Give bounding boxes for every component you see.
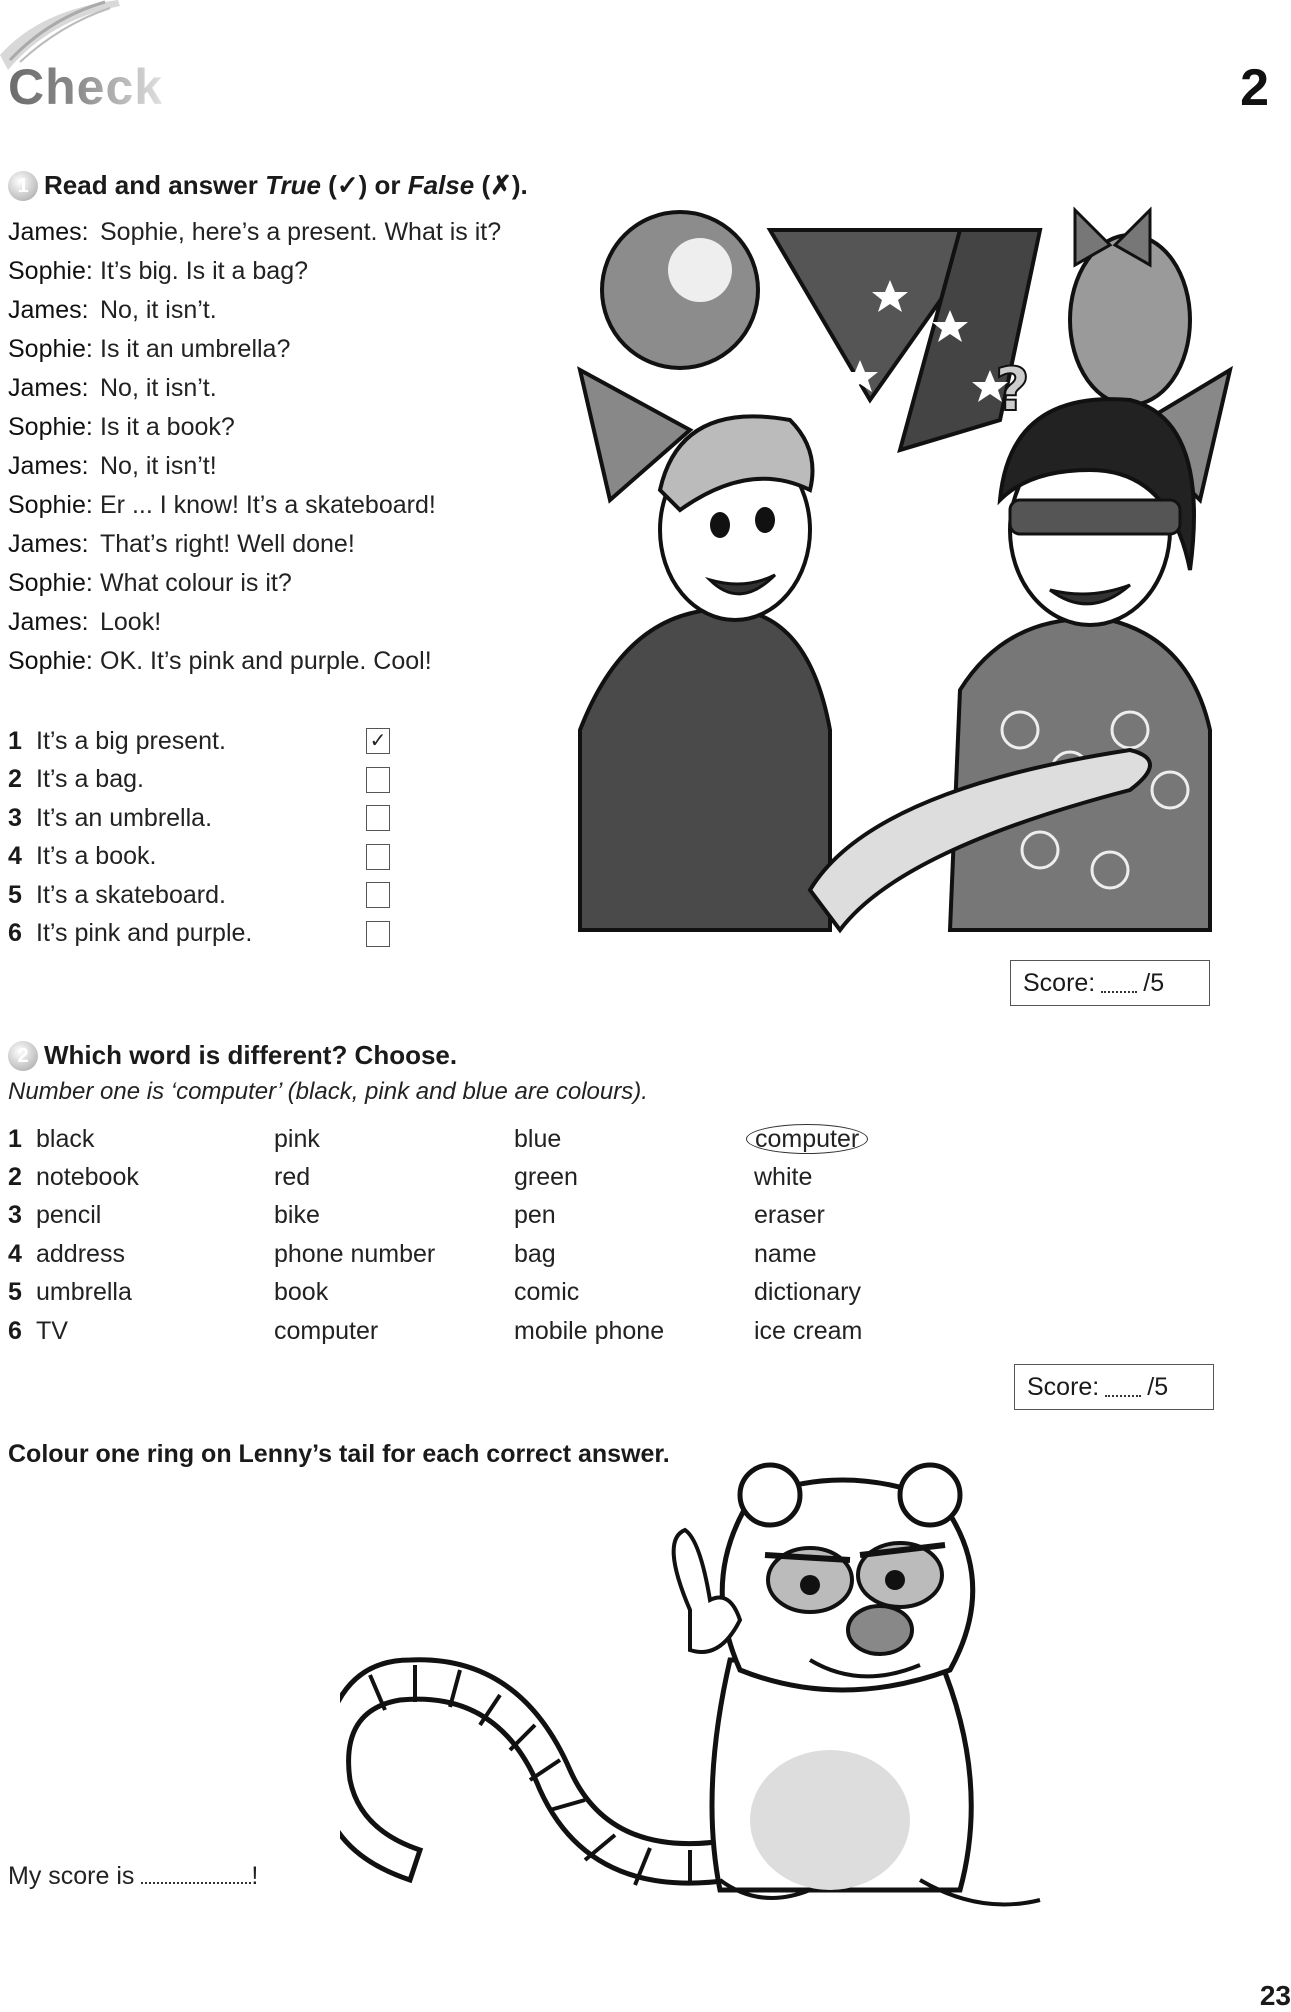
score-label: Score: [1027, 1372, 1100, 1401]
word-option[interactable]: comic [514, 1278, 580, 1307]
answer-checkbox[interactable] [366, 805, 390, 831]
word-row [8, 1197, 934, 1235]
word-option[interactable]: dictionary [754, 1278, 861, 1307]
my-score-label: My score is [8, 1862, 135, 1890]
statement-row [8, 915, 390, 954]
row-number: 1 [8, 1124, 22, 1153]
word-option[interactable]: pencil [36, 1201, 102, 1230]
statements-list [8, 722, 390, 953]
word-option[interactable]: TV [36, 1316, 68, 1345]
dialogue-text: Is it a book? [100, 413, 235, 441]
page-number: 23 [1259, 1980, 1291, 2011]
score-blank[interactable] [1105, 1377, 1141, 1397]
dialogue-line [8, 491, 501, 530]
word-option[interactable]: pen [514, 1201, 556, 1230]
statement-row [8, 722, 390, 761]
word-row [8, 1312, 934, 1350]
dialogue-text: Er ... I know! It’s a skateboard! [100, 491, 436, 519]
speaker: James: [8, 218, 89, 246]
statement-number: 4 [8, 842, 22, 871]
exercise-2-example: Number one is ‘computer’ (black, pink and blue are colours). [8, 1078, 648, 1105]
dialogue-line [8, 569, 501, 608]
word-option[interactable]: blue [514, 1124, 562, 1153]
word-option[interactable]: black [36, 1124, 95, 1153]
dialogue-text: Is it an umbrella? [100, 335, 291, 363]
exercise-2-instruction: Which word is different? Choose. [44, 1040, 458, 1070]
score-box-2 [1014, 1364, 1214, 1410]
statement-number: 5 [8, 880, 22, 909]
word-option[interactable]: mobile phone [514, 1316, 665, 1345]
word-row [8, 1235, 934, 1273]
dialogue-line [8, 296, 501, 335]
word-option[interactable]: white [754, 1163, 813, 1192]
dialogue-text: Sophie, here’s a present. What is it? [100, 218, 502, 246]
lenny-tail [340, 1660, 730, 1883]
score-total: /5 [1147, 1372, 1169, 1401]
dialogue-text: That’s right! Well done! [100, 530, 355, 558]
instruction-true-word: True [265, 170, 321, 200]
word-option[interactable]: notebook [36, 1163, 139, 1192]
answer-checkbox[interactable]: ✓ [366, 728, 390, 754]
word-option-circled[interactable]: computer [746, 1124, 868, 1154]
score-box-1 [1010, 960, 1210, 1006]
my-score-end: ! [251, 1862, 259, 1890]
dialogue-line [8, 218, 501, 257]
instruction-false-word: False [407, 170, 475, 200]
statement-number: 6 [8, 919, 22, 948]
word-option[interactable]: bag [514, 1239, 556, 1268]
word-option[interactable]: computer [274, 1316, 379, 1345]
speaker: James: [8, 452, 89, 480]
statement-text: It’s a book. [36, 842, 157, 871]
statement-text: It’s a skateboard. [36, 880, 226, 909]
word-row [8, 1274, 934, 1312]
score-total: /5 [1143, 968, 1165, 997]
instruction-part: (✗). [474, 170, 528, 200]
word-table [8, 1120, 934, 1350]
speaker: Sophie: [8, 647, 93, 675]
row-number: 6 [8, 1316, 22, 1345]
speaker: Sophie: [8, 257, 93, 285]
svg-text:?: ? [995, 355, 1030, 425]
word-option[interactable]: address [36, 1239, 125, 1268]
dialogue-line [8, 335, 501, 374]
dialogue-line [8, 608, 501, 647]
word-option[interactable]: bike [274, 1201, 320, 1230]
statement-text: It’s a big present. [36, 726, 226, 755]
speaker: Sophie: [8, 491, 93, 519]
answer-checkbox[interactable] [366, 844, 390, 870]
dialogue-text: No, it isn’t. [100, 374, 217, 402]
word-option[interactable]: red [274, 1163, 311, 1192]
dialogue [8, 218, 501, 686]
word-option[interactable]: phone number [274, 1239, 436, 1268]
statement-text: It’s an umbrella. [36, 803, 213, 832]
speaker: James: [8, 296, 89, 324]
statement-number: 1 [8, 726, 22, 755]
page-title: Check [8, 58, 178, 116]
word-row [8, 1158, 934, 1196]
dialogue-text: What colour is it? [100, 569, 292, 597]
speaker: Sophie: [8, 335, 93, 363]
speaker: Sophie: [8, 413, 93, 441]
word-option[interactable]: green [514, 1163, 578, 1192]
instruction-part: Read and answer [44, 170, 266, 200]
score-blank[interactable] [1101, 973, 1137, 993]
row-number: 5 [8, 1278, 22, 1307]
exercise-number-badge: 2 [8, 1041, 38, 1071]
statement-row [8, 876, 390, 915]
dialogue-text: Look! [100, 608, 162, 636]
word-row [8, 1120, 934, 1158]
word-option[interactable]: ice cream [754, 1316, 863, 1345]
answer-checkbox[interactable] [366, 767, 390, 793]
statement-row [8, 799, 390, 838]
exercise-number-badge: 1 [8, 171, 38, 201]
answer-checkbox[interactable] [366, 882, 390, 908]
dialogue-line [8, 413, 501, 452]
colour-instruction: Colour one ring on Lenny’s tail for each correct answer. [8, 1440, 670, 1468]
word-option[interactable]: umbrella [36, 1278, 132, 1307]
speaker: James: [8, 530, 89, 558]
answer-checkbox[interactable] [366, 921, 390, 947]
dialogue-line [8, 530, 501, 569]
statement-text: It’s a bag. [36, 765, 144, 794]
party-illustration [570, 170, 1240, 940]
dialogue-text: It’s big. Is it a bag? [100, 257, 308, 285]
row-number: 2 [8, 1163, 22, 1192]
speaker: James: [8, 374, 89, 402]
exercise-2-heading [8, 1040, 457, 1071]
row-number: 4 [8, 1239, 22, 1268]
statement-number: 3 [8, 803, 22, 832]
dialogue-text: No, it isn’t! [100, 452, 217, 480]
word-option[interactable]: name [754, 1239, 817, 1268]
unit-number: 2 [1240, 59, 1269, 117]
lenny-lemur-illustration [340, 1460, 1200, 1920]
row-number: 3 [8, 1201, 22, 1230]
word-option[interactable]: eraser [754, 1201, 825, 1230]
statement-text: It’s pink and purple. [36, 919, 253, 948]
my-score-line [8, 1862, 258, 1891]
dialogue-line [8, 257, 501, 296]
speaker: James: [8, 608, 89, 636]
statement-row [8, 838, 390, 877]
score-label: Score: [1023, 968, 1096, 997]
statement-number: 2 [8, 765, 22, 794]
speaker: Sophie: [8, 569, 93, 597]
word-option[interactable]: book [274, 1278, 329, 1307]
dialogue-line [8, 647, 501, 686]
instruction-part: (✓) or [320, 170, 408, 200]
dialogue-text: OK. It’s pink and purple. Cool! [100, 647, 432, 675]
dialogue-line [8, 452, 501, 491]
my-score-blank[interactable] [141, 1864, 251, 1884]
dialogue-text: No, it isn’t. [100, 296, 217, 324]
statement-row [8, 761, 390, 800]
dialogue-line [8, 374, 501, 413]
word-option[interactable]: pink [274, 1124, 320, 1153]
exercise-1-heading [8, 170, 528, 201]
